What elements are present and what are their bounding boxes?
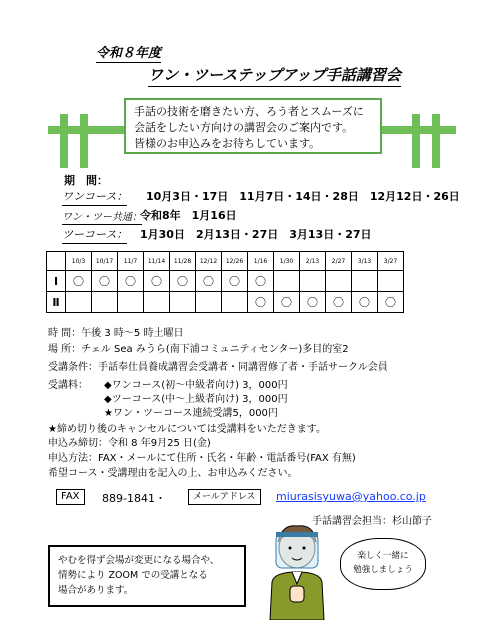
table-row <box>47 292 404 313</box>
mark-cell: 〇 <box>196 271 222 292</box>
common-course-label: ワン・ツー共通： <box>62 208 142 225</box>
mark-cell: 〇 <box>274 292 300 313</box>
date-cell: 3/27 <box>378 252 404 271</box>
mark-cell <box>118 292 144 313</box>
date-cell: 11/28 <box>170 252 196 271</box>
speech-bubble <box>340 538 426 590</box>
one-course-dates: 10月3日・17日 11月7日・14日・28日 12月12日・26日 <box>146 190 460 203</box>
mark-cell: 〇 <box>66 271 92 292</box>
method-text: 申込方法：FAX・メールにて住所・氏名・年齢・電話番号(FAX 有無) <box>48 453 356 464</box>
bubble-line: 勉強しましょう <box>353 565 413 575</box>
year-title: 令和８年度 <box>96 42 161 63</box>
green-bar-left-inner <box>80 114 88 168</box>
date-cell: 2/13 <box>300 252 326 271</box>
date-cell: 10/3 <box>66 252 92 271</box>
one-course-label: ワンコース： <box>62 188 127 206</box>
note-line: 情勢により ZOOM での受講となる <box>58 570 208 581</box>
mark-cell: 〇 <box>92 271 118 292</box>
schedule-table <box>46 251 404 313</box>
date-cell: 12/26 <box>222 252 248 271</box>
table-header-row <box>47 252 404 271</box>
mark-cell <box>378 271 404 292</box>
date-cell: 1/30 <box>274 252 300 271</box>
mark-cell: 〇 <box>144 271 170 292</box>
mark-cell <box>196 292 222 313</box>
date-cell: 3/13 <box>352 252 378 271</box>
mark-cell: 〇 <box>326 292 352 313</box>
green-bar-right-inner <box>412 114 420 168</box>
row-label: Ⅱ <box>47 292 66 313</box>
date-cell: 11/7 <box>118 252 144 271</box>
venue-change-note <box>48 545 246 607</box>
two-course-dates: 1月30日 2月13日・27日 3月13日・27日 <box>140 228 372 241</box>
mark-cell: 〇 <box>248 271 274 292</box>
mark-cell: 〇 <box>222 271 248 292</box>
date-cell: 2/27 <box>326 252 352 271</box>
period-heading: 期 間： <box>64 174 108 187</box>
fee-both-courses: ★ワン・ツーコース連続受講5，000円 <box>104 408 278 419</box>
mark-cell <box>92 292 118 313</box>
date-cell: 10/17 <box>92 252 118 271</box>
mark-cell: 〇 <box>300 292 326 313</box>
mark-cell: 〇 <box>378 292 404 313</box>
common-course-dates: 令和8年 1月16日 <box>140 209 237 222</box>
mark-cell <box>300 271 326 292</box>
mark-cell: 〇 <box>118 271 144 292</box>
green-bar-left-outer <box>60 114 68 168</box>
page-title: ワン・ツーステップアップ手話講習会 <box>148 64 401 87</box>
fee-label: 受講料： <box>48 380 88 391</box>
intro-line: 手話の技術を磨きたい方、ろう者とスムーズに <box>134 105 364 118</box>
fax-number: 889-1841・ <box>102 492 166 505</box>
contact-person: 手話講習会担当：杉山節子 <box>312 516 432 527</box>
cancel-note: ★締め切り後のキャンセルについては受講料をいただきます。 <box>48 424 326 435</box>
two-course-label: ツーコース： <box>62 226 127 244</box>
fee-two-course: ◆ツーコース(中～上級者向け) 3，000円 <box>104 394 288 405</box>
mark-cell <box>274 271 300 292</box>
mark-cell <box>144 292 170 313</box>
bubble-line: 楽しく一緒に <box>357 551 409 561</box>
mark-cell: 〇 <box>170 271 196 292</box>
mark-cell: 〇 <box>248 292 274 313</box>
intro-box <box>124 98 382 154</box>
table-corner-cell <box>47 252 66 271</box>
intro-line: 会話をしたい方向けの講習会のご案内です。 <box>134 121 354 134</box>
table-row <box>47 271 404 292</box>
fax-label: FAX <box>56 489 85 505</box>
instructor-illustration-icon <box>252 520 342 620</box>
note-line: やむを得ず会場が変更になる場合や、 <box>58 555 220 566</box>
fee-one-course: ◆ワンコース(初～中級者向け) 3，000円 <box>104 380 288 391</box>
mail-address-link[interactable]: miurasisyuwa@yahoo.co.jp <box>276 490 426 503</box>
mark-cell <box>222 292 248 313</box>
deadline-text: 申込み締切：令和 8 年9月25 日(金) <box>48 438 211 449</box>
mark-cell <box>170 292 196 313</box>
place-text: 場 所：チェル Sea みうら(南下浦コミュニティセンター)多目的室2 <box>48 344 349 355</box>
intro-line: 皆様のお申込みをお待ちしています。 <box>134 137 321 150</box>
method-text-2: 希望コース・受講理由を記入の上、お申込みください。 <box>48 468 298 479</box>
row-label: Ⅰ <box>47 271 66 292</box>
mark-cell: 〇 <box>352 292 378 313</box>
mark-cell <box>66 292 92 313</box>
green-bar-right-outer <box>432 114 440 168</box>
mail-label: メールアドレス <box>188 489 261 505</box>
note-line: 場合があります。 <box>58 585 134 596</box>
date-cell: 11/14 <box>144 252 170 271</box>
date-cell: 1/16 <box>248 252 274 271</box>
time-text: 時 間：午後 3 時～5 時土曜日 <box>48 328 184 339</box>
mark-cell <box>352 271 378 292</box>
date-cell: 12/12 <box>196 252 222 271</box>
mark-cell <box>326 271 352 292</box>
conditions-text: 受講条件：手話奉仕員養成講習会受講者・同講習修了者・手話サークル会員 <box>48 362 388 373</box>
